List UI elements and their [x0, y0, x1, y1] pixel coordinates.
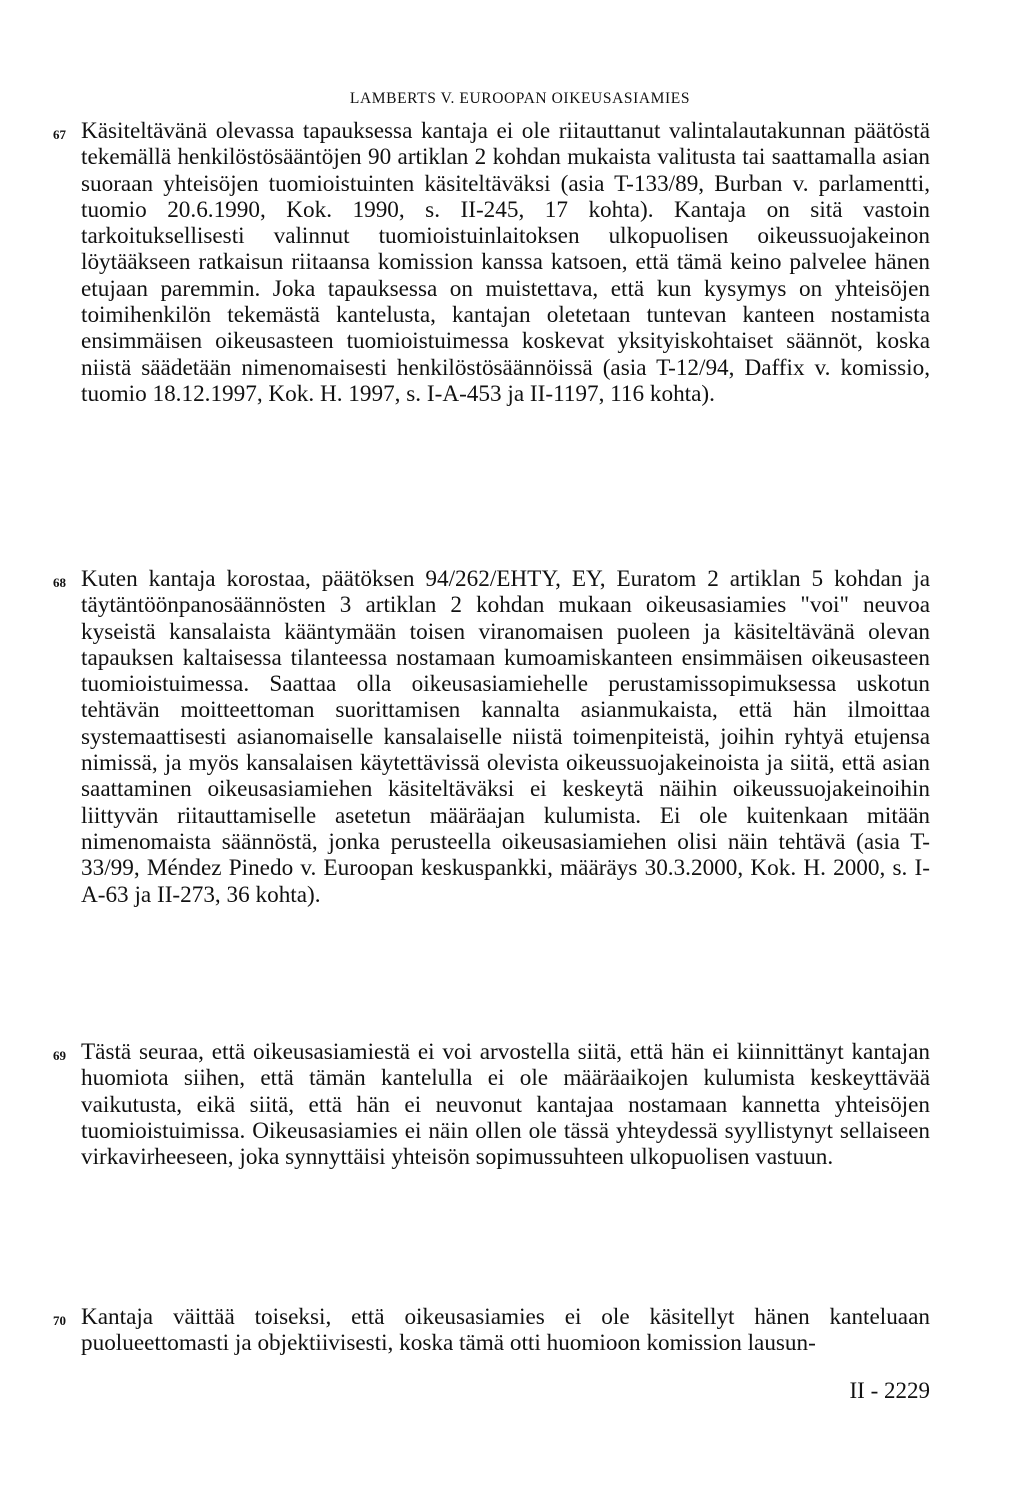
paragraph-69: Tästä seuraa, että oikeusasiamiestä ei voi arvostella siitä, että hän ei kiinnittänyt kantajan huomiota siihen, että tämän kantelulla ei ole määräaikojen kulumista keskeyttävää vaikutusta, eikä siitä, että hän ei neuvonut kantajaa nostamaan kannetta yhteisöjen tuomioistuimissa. Oikeusasiamies ei näin ollen ole tässä yhteydessä syyllistynyt sellaiseen virkavirheeseen, joka synnyttäisi yhteisön sopimussuhteen ulkopuolisen vastuun. — [81, 1039, 930, 1171]
paragraph-68: Kuten kantaja korostaa, päätöksen 94/262/EHTY, EY, Euratom 2 artiklan 5 kohdan ja täytäntöönpanosäännösten 3 artiklan 2 kohdan mukaan oikeusasiamies "voi" neuvoa kyseistä kansalaista kääntymään toisen viranomaisen puoleen ja käsiteltävänä olevan tapauksen kaltaisessa tilanteessa nostamaan kumoamiskanteen ensimmäisen oikeusasteen tuomioistuimessa. Saattaa olla oikeusasiamiehelle perustamissopimuksessa uskotun tehtävän moitteettoman suorittamisen kannalta asianmukaista, että hän ilmoittaa systemaattisesti asianomaiselle kansalaiselle niistä toimenpiteistä, joihin ryhtyä etujensa nimissä, ja myös kansalaisen käytettävissä olevista oikeussuojakeinoista ja siitä, että asian saattaminen oikeusasiamiehen käsiteltäväksi ei keskeytä näihin oikeussuojakeinoihin liittyvän riitauttamiselle asetetun määräajan kulumista. Ei ole kuitenkaan mitään nimenomaista säännöstä, jonka perusteella oikeusasiamiehen olisi näin tehtävä (asia T-33/99, Méndez Pinedo v. Euroopan keskuspankki, määräys 30.3.2000, Kok. H. 2000, s. I-A-63 ja II-273, 36 kohta). — [81, 566, 930, 908]
paragraph-67: Käsiteltävänä olevassa tapauksessa kantaja ei ole riitauttanut valintalautakunnan päätöstä tekemällä henkilöstösääntöjen 90 artiklan 2 kohdan mukaista valitusta tai saattamalla asian suoraan yhteisöjen tuomioistuinten käsiteltäväksi (asia T-133/89, Burban v. parlamentti, tuomio 20.6.1990, Kok. 1990, s. II-245, 17 kohta). Kantaja on sitä vastoin tarkoituksellisesti valinnut tuomioistuinlaitoksen ulkopuolisen oikeussuojakeinon löytääkseen ratkaisun riitaansa komission kanssa katsoen, että tämä keino palvelee hänen etujaan paremmin. Joka tapauksessa on muistettava, että kun kysymys on yhteisöjen toimihenkilön tekemästä kantelusta, kantajan oletetaan tuntevan kanteen nostamista ensimmäisen oikeusasteen tuomioistuimessa koskevat yksityiskohtaiset säännöt, koska niistä säädetään nimenomaisesti henkilöstösäännöissä (asia T-12/94, Daffix v. komissio, tuomio 18.12.1997, Kok. H. 1997, s. I-A-453 ja II-1197, 116 kohta). — [81, 118, 930, 407]
paragraph-number: 68 — [53, 575, 66, 590]
paragraph-number: 70 — [53, 1313, 66, 1328]
running-header: LAMBERTS V. EUROOPAN OIKEUSASIAMIES — [349, 90, 691, 107]
page-number: II - 2229 — [849, 1378, 930, 1403]
paragraph-70: Kantaja väittää toiseksi, että oikeusasiamies ei ole käsitellyt hänen kanteluaan puolueettomasti ja objektiivisesti, koska tämä otti huomioon komission lausun- — [81, 1304, 930, 1357]
paragraph-number: 69 — [53, 1048, 66, 1063]
paragraph-number: 67 — [53, 127, 66, 142]
